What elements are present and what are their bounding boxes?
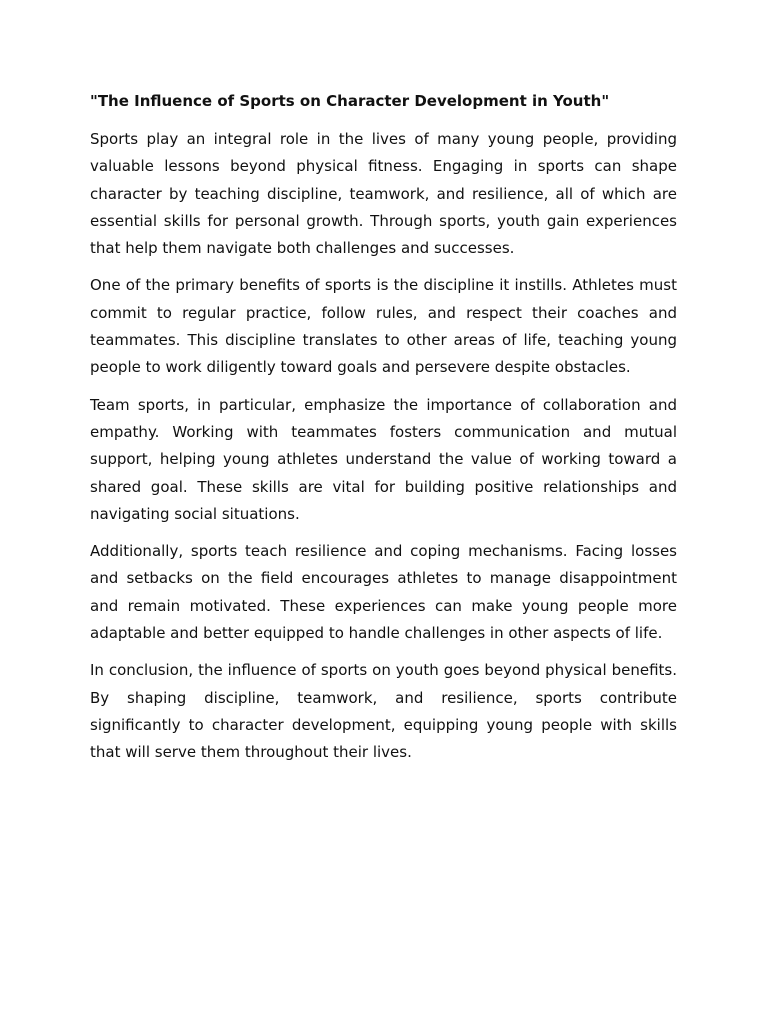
document-title: "The Influence of Sports on Character Development in Youth" <box>90 92 610 110</box>
paragraph-teamwork: Team sports, in particular, emphasize the importance of collaboration and empathy. Working with teammates fosters communication and mutual support, helping young athletes understand the value of working toward a shared goal. These skills are vital for building positive relationships and navigating social situations. <box>90 395 677 523</box>
paragraph-intro: Sports play an integral role in the lives of many young people, providing valuable lessons beyond physical fitness. Engaging in sports can shape character by teaching discipline, teamwork, and resilience, all of which are essential skills for personal growth. Through sports, youth gain experiences that help them navigate both challenges and successes. <box>90 130 677 258</box>
paragraph-resilience: Additionally, sports teach resilience and coping mechanisms. Facing losses and setbacks on the field encourages athletes to manage disappointment and remain motivated. These experiences can make young people more adaptable and better equipped to handle challenges in other aspects of life. <box>90 542 677 643</box>
paragraph-conclusion: In conclusion, the influence of sports on youth goes beyond physical benefits. By shaping discipline, teamwork, and resilience, sports contribute significantly to character development, equipping young people with skills that will serve them throughout their lives. <box>90 661 677 762</box>
document-page <box>90 90 677 777</box>
paragraph-discipline: One of the primary benefits of sports is the discipline it instills. Athletes must commit to regular practice, follow rules, and respect their coaches and teammates. This discipline translates to other areas of life, teaching young people to work diligently toward goals and persevere despite obstacles. <box>90 276 677 377</box>
